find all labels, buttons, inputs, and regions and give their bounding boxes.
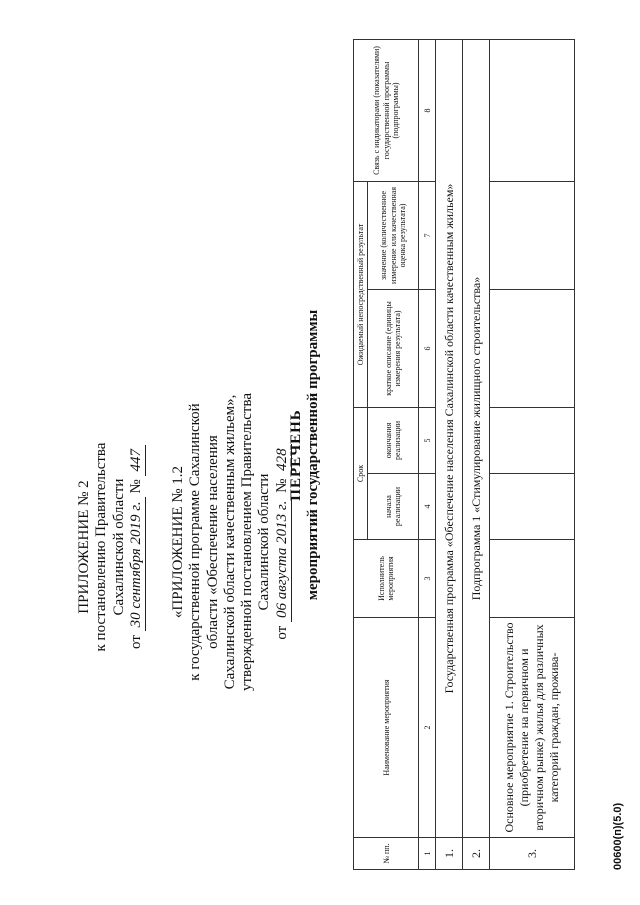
header-link: Связь с индикаторами (показателями) государственной программы (подпрограммы) bbox=[354, 39, 419, 181]
program-appendix-line5: Сахалинской области bbox=[256, 473, 273, 611]
header-row-1 bbox=[354, 39, 368, 869]
document-code: 00600(п)(5.0) bbox=[612, 802, 624, 870]
row-text: Государственная программа «Обеспечение населения Сахалинской области качественным жильем» bbox=[436, 39, 463, 837]
header-term-end: окончания реализации bbox=[368, 407, 419, 473]
appendix-title: ПРИЛОЖЕНИЕ № 2 bbox=[76, 480, 92, 614]
empty-cell bbox=[490, 39, 575, 181]
program-appendix-line4: утвержденной постановлением Правительства bbox=[239, 392, 255, 692]
appendix-line2: Сахалинской области bbox=[110, 478, 127, 616]
col-number: 7 bbox=[419, 181, 436, 289]
table-row bbox=[436, 39, 463, 869]
program-appendix-block bbox=[170, 307, 292, 777]
column-number-row bbox=[419, 39, 436, 869]
header-result-desc: краткое описание (единицы измерения результата) bbox=[368, 289, 419, 407]
appendix-line1: к постановлению Правительства bbox=[93, 442, 110, 652]
heading-subtitle: мероприятий государственной программы bbox=[305, 309, 321, 601]
empty-cell bbox=[490, 540, 575, 618]
empty-cell bbox=[490, 474, 575, 540]
empty-cell bbox=[490, 181, 575, 289]
program-appendix-line2: области «Обеспечение населения bbox=[204, 435, 221, 649]
program-appendix-title: «ПРИЛОЖЕНИЕ № 1.2 bbox=[170, 465, 186, 619]
col-number: 2 bbox=[419, 618, 436, 838]
appendix-date-line: от 30 сентября 2019 г. № 447 bbox=[128, 337, 146, 757]
row-text: Основное мероприятие 1. Строительство (приобретение на первичном и вторичном рынке) жилья для различных категорий граждан, прожива- bbox=[490, 618, 575, 838]
header-num: № пп. bbox=[354, 838, 419, 870]
empty-cell bbox=[490, 407, 575, 473]
col-number: 4 bbox=[419, 474, 436, 540]
header-term: Срок bbox=[354, 407, 368, 539]
document-heading bbox=[288, 175, 322, 735]
program-appendix-line1: к государственной программе Сахалинской bbox=[187, 403, 204, 681]
table-row bbox=[490, 39, 575, 869]
row-num: 2. bbox=[463, 838, 490, 870]
program-appendix-line3: Сахалинской области качественным жильем», bbox=[221, 394, 238, 690]
appendix-block bbox=[76, 337, 146, 757]
row-num: 1. bbox=[436, 838, 463, 870]
heading-title: ПЕРЕЧЕНЬ bbox=[288, 409, 304, 501]
table-row bbox=[463, 39, 490, 869]
measures-table bbox=[353, 39, 575, 870]
row-text: Подпрограмма 1 «Стимулирование жилищного строительства» bbox=[463, 39, 490, 837]
col-number: 1 bbox=[419, 838, 436, 870]
col-number: 8 bbox=[419, 39, 436, 181]
row-num: 3. bbox=[490, 838, 575, 870]
empty-cell bbox=[490, 289, 575, 407]
program-appendix-number: 428 bbox=[274, 444, 292, 475]
col-number: 3 bbox=[419, 540, 436, 618]
appendix-date: 30 сентября 2019 г. bbox=[128, 497, 146, 631]
program-appendix-date: 06 августа 2013 г. bbox=[274, 497, 292, 622]
col-number: 5 bbox=[419, 407, 436, 473]
header-term-start: начала реализации bbox=[368, 474, 419, 540]
header-result: Ожидаемый непосредственный результат bbox=[354, 181, 368, 407]
program-appendix-date-line: от 06 августа 2013 г. № 428 bbox=[274, 307, 292, 777]
col-number: 6 bbox=[419, 289, 436, 407]
appendix-number: 447 bbox=[128, 445, 146, 476]
header-executor: Исполнитель мероприятия bbox=[354, 540, 419, 618]
header-name: Наименование мероприятия bbox=[354, 618, 419, 838]
header-result-value: значение (количественное измерение или качественная оценка результата) bbox=[368, 181, 419, 289]
